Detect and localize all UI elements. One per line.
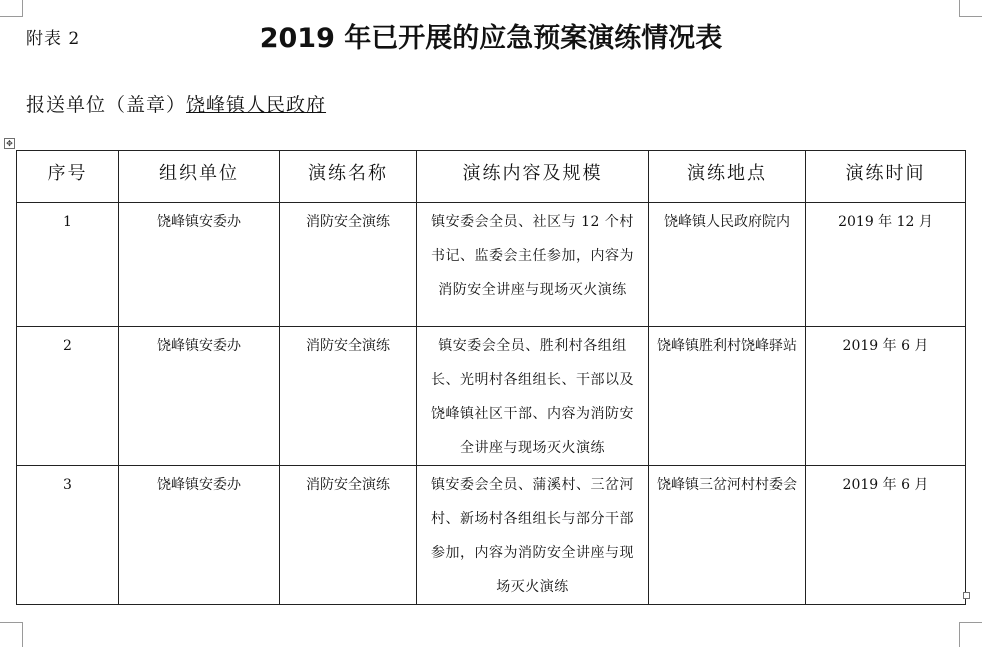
header-cell-name: 演练名称 — [280, 151, 417, 203]
drill-table — [16, 150, 966, 605]
cell-place: 饶峰镇胜利村饶峰驿站 — [649, 327, 806, 466]
cell-org: 饶峰镇安委办 — [119, 327, 280, 466]
page-corner-mark-bottom-left — [0, 622, 23, 647]
cell-no: 2 — [17, 327, 119, 466]
cell-org: 饶峰镇安委办 — [119, 466, 280, 605]
page-corner-mark-bottom-right — [959, 622, 982, 647]
cell-no: 3 — [17, 466, 119, 605]
header-cell-time: 演练时间 — [806, 151, 966, 203]
cell-place: 饶峰镇三岔河村村委会 — [649, 466, 806, 605]
cell-time: 2019 年 6 月 — [806, 466, 966, 605]
cell-org: 饶峰镇安委办 — [119, 203, 280, 327]
reporting-unit-prefix: 报送单位（盖章） — [26, 94, 187, 116]
cell-content: 镇安委会全员、社区与 12 个村书记、监委会主任参加，内容为消防安全讲座与现场灭火演练 — [417, 203, 649, 327]
page-title: 2019 年已开展的应急预案演练情况表 — [259, 23, 723, 54]
cell-no: 1 — [17, 203, 119, 327]
table-row — [17, 466, 966, 605]
table-row — [17, 327, 966, 466]
table-header-row — [17, 151, 966, 203]
cell-content: 镇安委会全员、胜利村各组组长、光明村各组组长、干部以及饶峰镇社区干部、内容为消防安全讲座与现场灭火演练 — [417, 327, 649, 466]
table-row — [17, 203, 966, 327]
header-cell-place: 演练地点 — [649, 151, 806, 203]
cell-content: 镇安委会全员、蒲溪村、三岔河村、新场村各组组长与部分干部参加，内容为消防安全讲座与现场灭火演练 — [417, 466, 649, 605]
appendix-label: 附表 2 — [26, 29, 81, 49]
page-corner-mark-top-left — [0, 0, 23, 17]
reporting-unit-name: 饶峰镇人民政府 — [186, 94, 327, 116]
cell-name: 消防安全演练 — [280, 327, 417, 466]
header-cell-org: 组织单位 — [119, 151, 280, 203]
page-corner-mark-top-right — [959, 0, 982, 17]
header-cell-no: 序号 — [17, 151, 119, 203]
cell-time: 2019 年 6 月 — [806, 327, 966, 466]
table-move-icon[interactable]: ✥ — [4, 138, 15, 149]
cell-place: 饶峰镇人民政府院内 — [649, 203, 806, 327]
cell-name: 消防安全演练 — [280, 203, 417, 327]
cell-time: 2019 年 12 月 — [806, 203, 966, 327]
table-resize-icon[interactable] — [963, 592, 970, 599]
cell-name: 消防安全演练 — [280, 466, 417, 605]
reporting-unit-line — [26, 90, 326, 117]
header-cell-content: 演练内容及规模 — [417, 151, 649, 203]
